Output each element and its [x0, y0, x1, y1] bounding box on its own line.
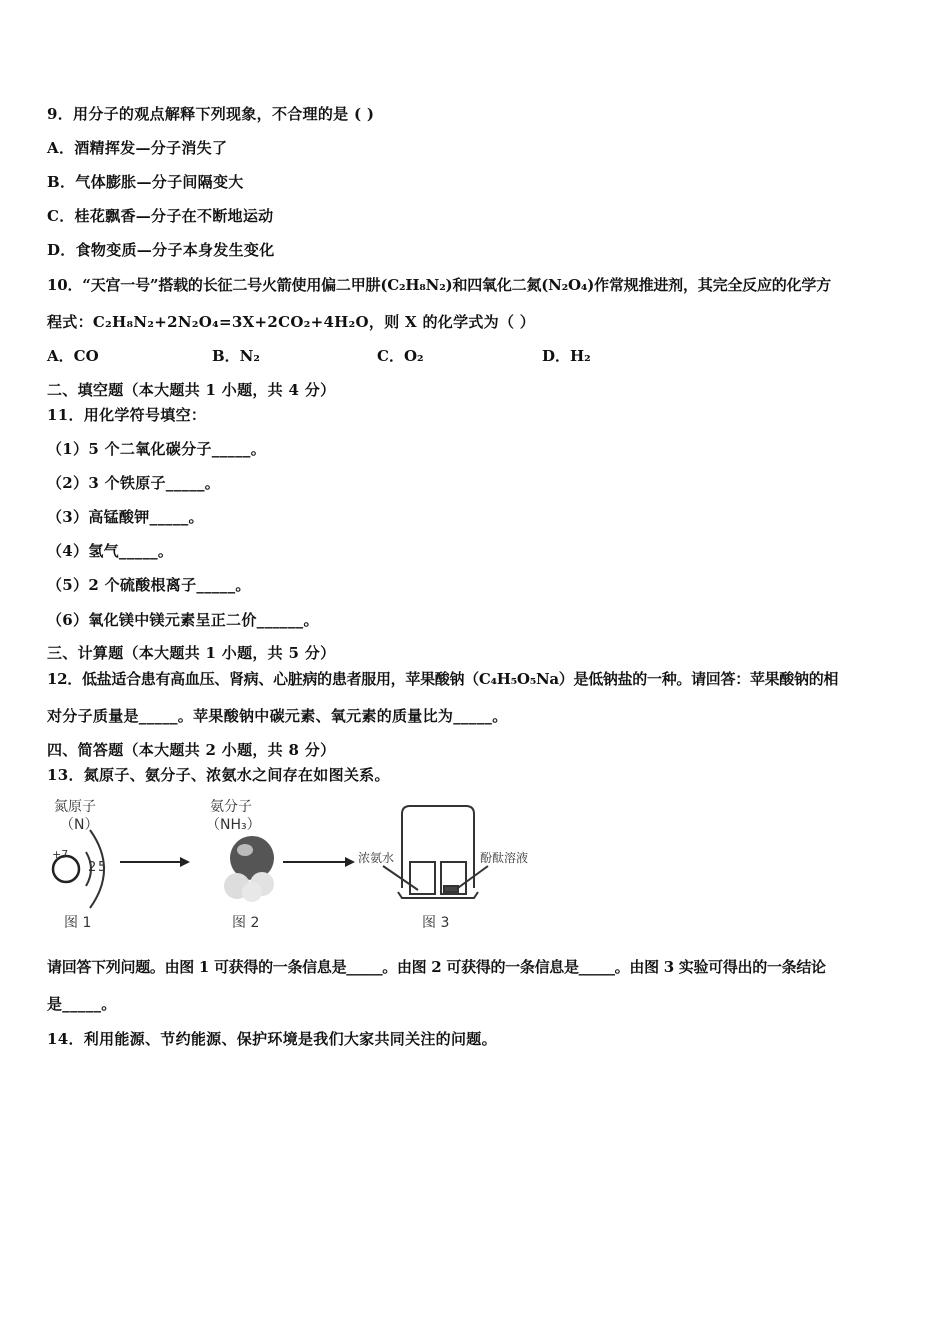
question-13-figure — [40, 792, 580, 937]
question-13-stem: 13．氮原子、氨分子、浓氨水之间存在如图关系。 — [47, 766, 390, 784]
question-12-line2: 对分子质量是_____。苹果酸钠中碳元素、氧元素的质量比为_____。 — [47, 707, 508, 725]
ammonia-molecule — [224, 836, 274, 902]
question-13-line2: 是_____。 — [47, 995, 117, 1013]
section-4-heading: 四、简答题（本大题共 2 小题，共 8 分） — [47, 741, 336, 759]
arrow-1 — [120, 857, 190, 867]
q10-option-c: C．O₂ — [377, 347, 424, 365]
fig2-title: 氨分子 — [210, 799, 252, 815]
arrow-2 — [283, 857, 355, 867]
question-10-stem-line2: 程式：C₂H₈N₂+2N₂O₄=3X+2CO₂+4H₂O，则 X 的化学式为（ ） — [47, 313, 536, 331]
q11-item-6: （6）氧化镁中镁元素呈正二价______。 — [47, 611, 319, 629]
section-3-heading: 三、计算题（本大题共 1 小题，共 5 分） — [47, 644, 336, 662]
q9-option-d: D．食物变质—分子本身发生变化 — [47, 241, 275, 259]
question-10-stem-line1: 10．“天宫一号”搭载的长征二号火箭使用偏二甲肼(C₂H₈N₂)和四氧化二氮(N₂O₄)作常规推进剂，其完全反应的化学方 — [47, 276, 831, 294]
section-2-heading: 二、填空题（本大题共 1 小题，共 4 分） — [47, 381, 336, 399]
shell-1-electrons: 2 — [88, 860, 97, 875]
question-13-line1: 请回答下列问题。由图 1 可获得的一条信息是_____。由图 2 可获得的一条信息是_____。由图 3 实验可得出的一条结论 — [47, 958, 826, 976]
q11-item-4: （4）氢气_____。 — [47, 542, 174, 560]
q10-option-a: A．CO — [47, 347, 99, 365]
shell-2-electrons: 5 — [98, 860, 107, 875]
fig3-caption: 图 3 — [422, 915, 450, 931]
nitrogen-atom-diagram — [53, 830, 107, 908]
q11-item-2: （2）3 个铁原子_____。 — [47, 474, 221, 492]
q11-item-5: （5）2 个硫酸根离子_____。 — [47, 576, 251, 594]
q9-option-c: C．桂花飘香—分子在不断地运动 — [47, 207, 274, 225]
nucleus-charge: +7 — [52, 848, 69, 861]
fig3-left-label: 浓氨水 — [358, 851, 395, 865]
q9-option-b: B．气体膨胀—分子间隔变大 — [47, 173, 244, 191]
q10-option-d: D．H₂ — [542, 347, 591, 365]
q11-item-1: （1）5 个二氧化碳分子_____。 — [47, 440, 266, 458]
fig2-formula: （NH₃） — [206, 817, 261, 833]
fig1-caption: 图 1 — [64, 915, 92, 931]
q9-option-a: A．酒精挥发—分子消失了 — [47, 139, 228, 157]
q10-option-b: B．N₂ — [212, 347, 260, 365]
question-9-stem: 9．用分子的观点解释下列现象，不合理的是 ( ) — [47, 105, 375, 123]
fig1-formula: （N） — [60, 817, 99, 833]
fig3-right-label: 酚酞溶液 — [480, 851, 529, 865]
q11-item-3: （3）高锰酸钾_____。 — [47, 508, 204, 526]
question-14-stem: 14．利用能源、节约能源、保护环境是我们大家共同关注的问题。 — [47, 1030, 497, 1048]
question-12-line1: 12．低盐适合患有高血压、肾病、心脏病的患者服用，苹果酸钠（C₄H₅O₅Na）是低钠盐的一种。请回答：苹果酸钠的相 — [47, 670, 839, 688]
question-11-stem: 11．用化学符号填空： — [47, 406, 207, 424]
fig2-caption: 图 2 — [232, 915, 260, 931]
fig1-title: 氮原子 — [54, 799, 96, 815]
beaker-apparatus — [383, 806, 488, 898]
